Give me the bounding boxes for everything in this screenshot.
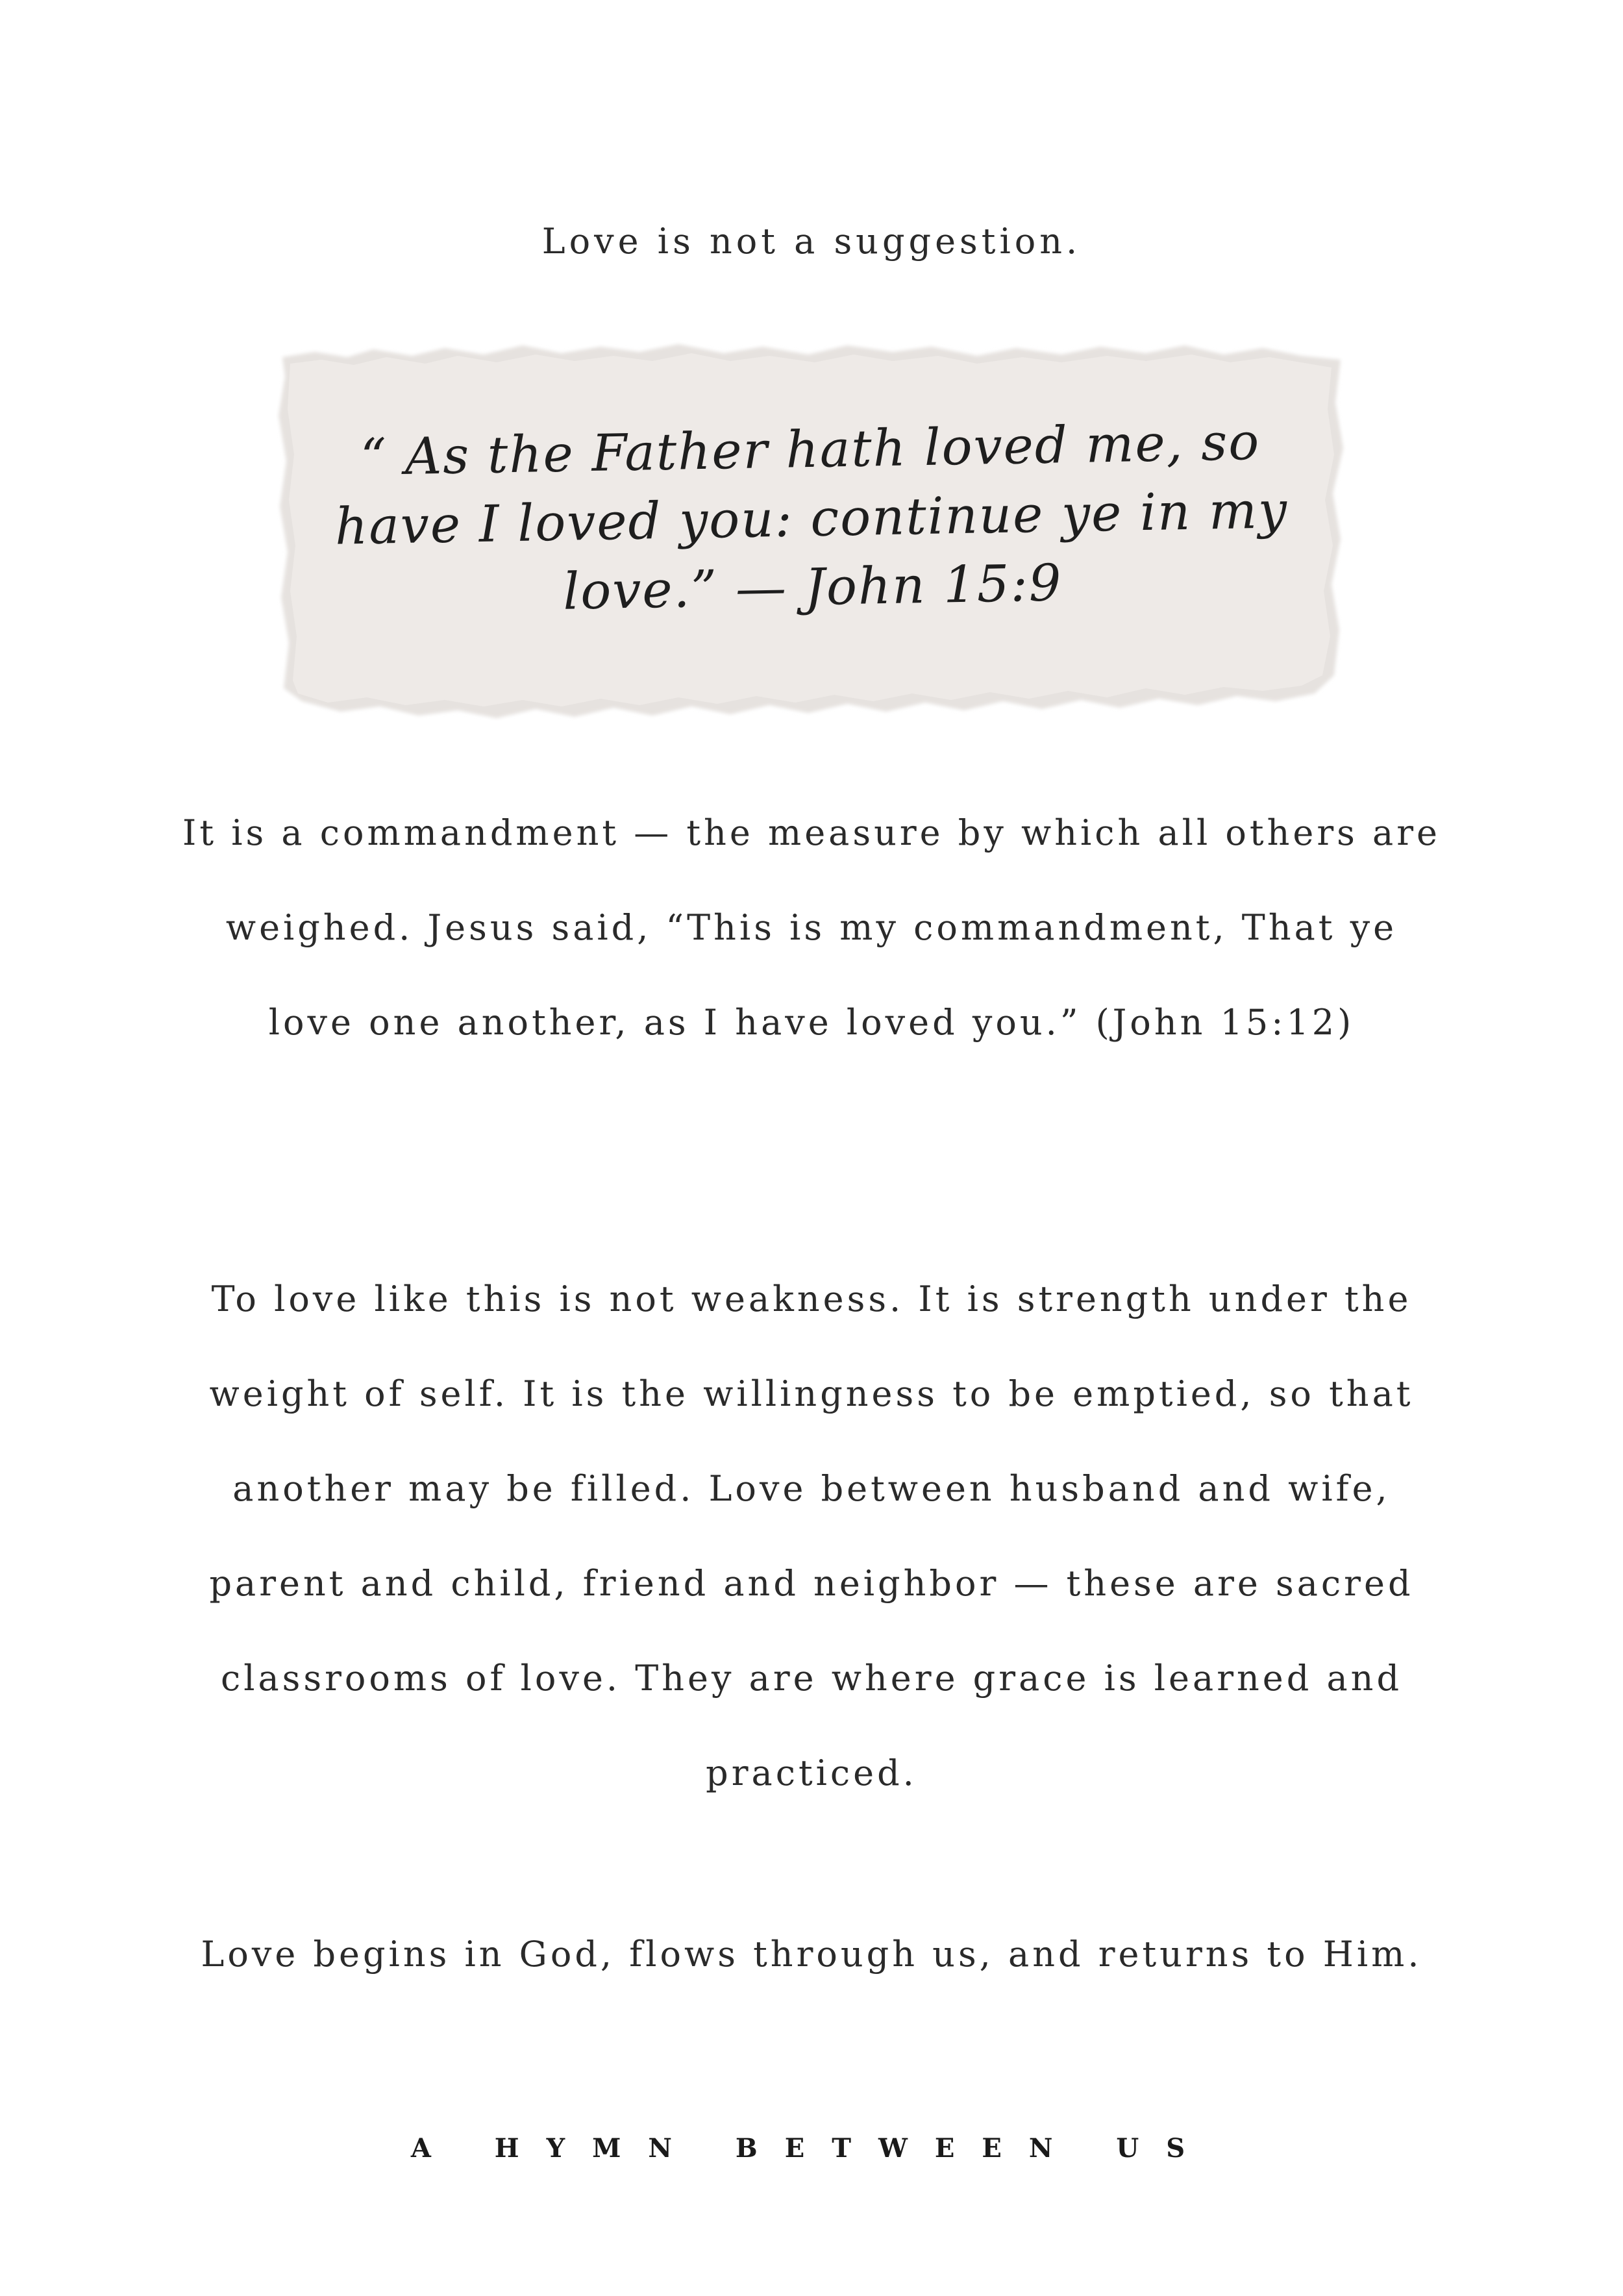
torn-paper-quote-card — [276, 338, 1347, 721]
footer-title: A HYMN BETWEEN US — [410, 2133, 1213, 2164]
paragraph-closing: Love begins in God, flows through us, and returns to Him. — [201, 1934, 1422, 1975]
intro-line: Love is not a suggestion. — [541, 221, 1082, 262]
paragraph-commandment: It is a commandment — the measure by which all others are weighed. Jesus said, “This is my commandment, That ye love one another, as I have loved you.” (John 15:12) — [182, 812, 1441, 1043]
paragraph-love-strength: To love like this is not weakness. It is strength under the weight of self. It is the willingness to be emptied, so that another may be filled. Love between husband and wife, parent and child, friend and neighbor — these are sacred classrooms of love. They are where grace is learned and practiced. — [209, 1279, 1414, 1793]
scripture-quote: “ As the Father hath loved me, so have I loved you: continue ye in my love.” — John 15:9 — [334, 412, 1289, 621]
